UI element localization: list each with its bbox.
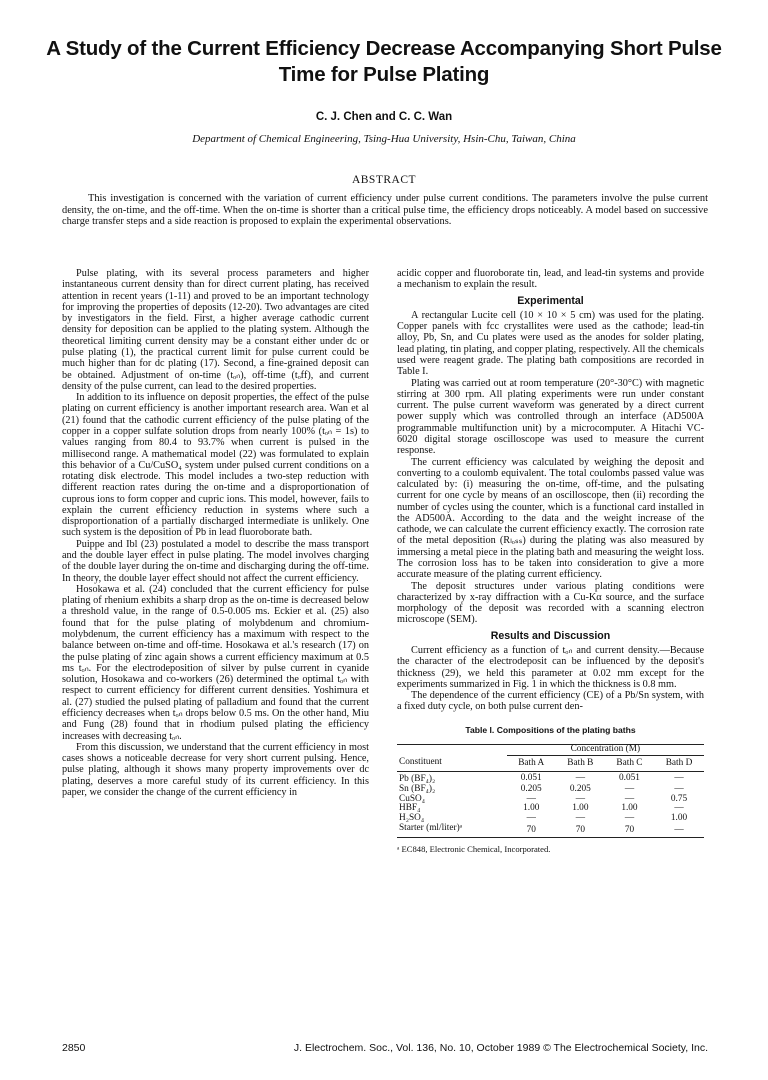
table-cell: — [526, 813, 536, 824]
table-col-header: Bath B [556, 755, 605, 771]
table-cell: 0.75 [670, 793, 688, 804]
table-cell: 1.00 [523, 803, 540, 814]
table-cell: 70 [507, 824, 556, 837]
section-heading-experimental: Experimental [517, 294, 584, 307]
table-cell: 0.205 [520, 783, 542, 794]
table-cell: — [575, 793, 585, 804]
table-cell: 0.051 [520, 772, 542, 783]
table-cell: 1.00 [621, 803, 638, 814]
table-cell: — [575, 772, 585, 783]
table-row [397, 804, 704, 814]
left-column [62, 268, 369, 798]
table-cell: CuSO₄ [399, 793, 425, 804]
body-paragraph: The dependence of the current efficiency (CE) of a Pb/Sn system, with a fixed duty cycle, on both pulse current den- [397, 690, 704, 713]
section-heading-results: Results and Discussion [490, 629, 611, 642]
body-paragraph: Puippe and Ibl (23) postulated a model to describe the mass transport and the double layer effect in pulse plating. The model involves charging of the double layer during the on-time and discharging during the off-time. In theory, the double layer effect should not affect the current efficiency. [62, 538, 369, 584]
table-col-header: Bath D [654, 755, 704, 771]
paper-title: A Study of the Current Efficiency Decrease Accompanying Short Pulse Time for Pulse Plating [46, 37, 722, 86]
abstract-text: This investigation is concerned with the variation of current efficiency under pulse current conditions. The parameters involve the pulse current density, the on-time, and the off-time. When the on-time is shorter than a critical pulse time, the efficiency drops noticeably. A model based on successive charge transfer steps and a side reaction is proposed to explain the experimental observations. [62, 193, 708, 228]
body-paragraph: Pulse plating, with its several process parameters and higher instantaneous current density than for direct current plating, has received attention in recent years (1-11) and proved to be an important technology for improving the properties of deposits (12-20). Two advantages are cited by investigators in the field. First, a higher average cathodic current density for deposition can be applied to the plating system. Although the theoretical limiting current density may be a constant either under dc or pulse plating (1), the practical current limit for pulse current could be much higher than for dc plating (17). Second, a fine-grained deposit can be obtained. Adjustment of on-time (tₒₙ), off-time (tₒff), and current density of the pulse current, can lead to the desired properties. [62, 268, 369, 392]
table-cell: HBF₄ [399, 803, 421, 814]
journal-citation: J. Electrochem. Soc., Vol. 136, No. 10, October 1989 © The Electrochemical Society, Inc. [293, 1042, 708, 1054]
table-cell: — [674, 783, 684, 794]
body-paragraph: Current efficiency as a function of tₒₙ and current density.—Because the character of the electrodeposit can be influenced by the deposit's thickness (29), we held this parameter at 0.02 mm except for the experiments summarized in Fig. 1 in which the thickness is 0.8 mm. [397, 645, 704, 690]
table-cell: 1.00 [572, 803, 589, 814]
table-col-header: Bath A [507, 755, 556, 771]
table-row [397, 824, 704, 837]
right-column [397, 268, 704, 855]
table-cell: 70 [605, 824, 654, 837]
table-caption: Table I. Compositions of the plating baths [465, 724, 636, 735]
table-cell: — [575, 813, 585, 824]
table-group-header: Concentration (M) [507, 744, 704, 755]
affiliation: Department of Chemical Engineering, Tsing-Hua University, Hsin-Chu, Taiwan, China [192, 133, 576, 145]
table-cell: Sn (BF₄)₂ [399, 783, 436, 794]
table-cell: — [624, 793, 635, 804]
body-paragraph: Plating was carried out at room temperature (20°-30°C) with magnetic stirring at 300 rpm. All plating experiments were run under constant current. The pulse current waveform was generated by a direct current power supply which was controlled through an interface (AD500A programmable multifunction unit) by a microcomputer. A Hitachi VC-6020 digital storage oscilloscope was used to measure the current response. [397, 377, 704, 457]
table-cell: — [624, 783, 635, 794]
body-paragraph: The current efficiency was calculated by weighing the deposit and converting to a coulomb equivalent. The total coulombs passed value was calculated by: (i) measuring the on-time, off-time, and the pulsating current for one cycle by means of an oscilloscope, then (ii) recording the number of cycles using the counter, which is a functional card installed in the AD500A. According to the data and the weight increase of the cathode, we can calculate the current efficiency exactly. The corrosion rate of the metal deposition (Rₗₒₛₛ) during the plating was also measured by immersing a metal piece in the plating bath and measuring the weight loss. The corrosion loss has to be taken into consideration to give a more accurate measure of the plating current efficiency. [397, 456, 704, 581]
body-paragraph: In addition to its influence on deposit properties, the effect of the pulse plating on current efficiency is another important research area. Wan et al (21) found that the cathodic current efficiency of the pulse plating of the copper in a copper sulfate solution drops from nearly 100% (tₒₙ = 1s) to values ranging from 80.4 to 93.7% when current is pulsed in the millisecond range. A mathematical model (22) was formulated to explain this behavior of a Cu/CuSO₄ system under pulsed current conditions on a rotating disk electrode. This model includes a two-step reduction with different reaction rates during the on-time and a disproportionation of cuprous ions to form copper and cupric ions. This model, however, fails to explain the current efficiency reduction in systems where such a disproportionation of a partially discharged intermediate is unlikely. One such system is the deposition of Pb in lead fluoroborate bath. [62, 392, 369, 539]
table-cell: 70 [556, 824, 605, 837]
table-cell: 0.051 [619, 772, 640, 783]
table-row [397, 795, 704, 805]
table-cell: Starter (ml/liter)ᵃ [397, 824, 507, 837]
table-row [397, 785, 704, 795]
table-col-header: Bath C [605, 755, 654, 771]
table-cell: 0.205 [569, 783, 591, 794]
body-paragraph: acidic copper and fluoroborate tin, lead, and lead-tin systems and provide a mechanism to explain the result. [397, 268, 704, 291]
table-col-header: Constituent [397, 755, 507, 771]
body-paragraph: A rectangular Lucite cell (10 × 10 × 5 cm) was used for the plating. Copper panels with fcc crystallites were used as the cathode; lead-tin alloy, Pb, Sn, and Cu plates were used as the anodes for solder plating, lead plating, tin plating, and copper plating, respectively. All the chemicals used were reagent grade. The plating bath compositions are recorded in Table I. [397, 309, 704, 378]
table-footnote: ᵃ EC848, Electronic Chemical, Incorporated. [397, 843, 551, 854]
table-cell: — [674, 772, 684, 783]
table-cell: H₂SO₄ [399, 813, 425, 824]
composition-table [397, 744, 704, 838]
body-paragraph: Hosokawa et al. (24) concluded that the current efficiency for pulse plating of rhenium exhibits a sharp drop as the on-time is decreased below a threshold value, in the range of 0.5-0.005 ms. Eckier et al. (25) also found that for the pulse plating of molybdenum and chromium-molybdenum, the current efficiency has a maximum with respect to the balance between on-time and off-time. Hosokawa et al.'s research (17) on the pulse plating of zinc again shows a current efficiency maximum at 0.5 ms tₒₙ. For the electrodeposition of silver by pulse current in cyanide solution, Hosokawa and co-workers (26) determined the optimal tₒₙ with respect to current efficiency for different current densities. Yoshimura et al. (27) studied the pulsed plating of palladium and found that the current efficiency decreases when tₒₙ drops below 0.5 ms. On the other hand, Miu and Fung (28) found that in rhodium pulsed plating the efficiency increases with decreasing tₒₙ. [62, 583, 369, 742]
page-number: 2850 [62, 1042, 86, 1054]
body-paragraph: From this discussion, we understand that the current efficiency in most cases shows a noticeable decrease for very short current pulsing. Hence, pulse plating, although it shows many property improvements over dc plating, deserves a more careful study of its current efficiency. In this paper, we consider the change of the current efficiency in [62, 741, 369, 798]
table-cell: — [674, 803, 684, 814]
authors: C. J. Chen and C. C. Wan [315, 111, 453, 123]
body-paragraph: The deposit structures under various plating conditions were characterized by x-ray diffraction with a Cu-Kα source, and the surface morphology of the deposit was recorded with a scanning electron microscope (SEM). [397, 580, 704, 626]
abstract-heading: ABSTRACT [351, 174, 417, 186]
table-cell: Pb (BF₄)₂ [399, 774, 436, 785]
table-row [397, 772, 704, 785]
table-cell: — [654, 824, 704, 837]
table-cell: — [624, 813, 635, 824]
table-cell: — [526, 793, 536, 804]
table-cell: 1.00 [670, 813, 688, 824]
